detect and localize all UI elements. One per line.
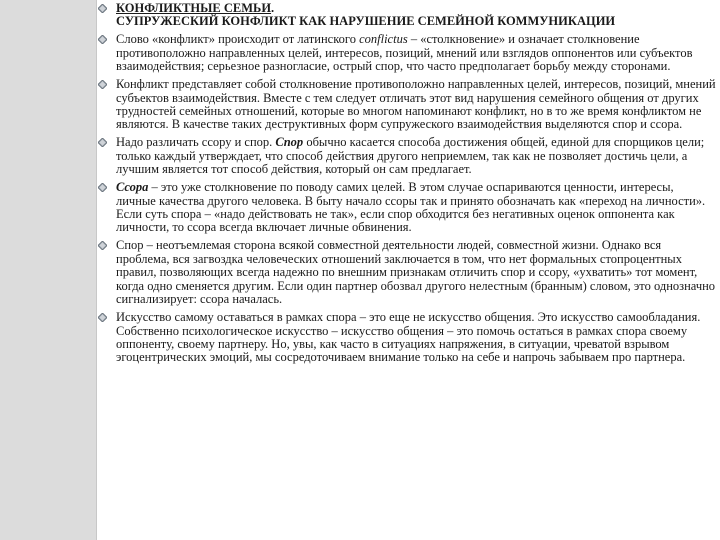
diamond-bullet-icon [98,4,107,13]
title-subheading: СУПРУЖЕСКИЙ КОНФЛИКТ КАК НАРУШЕНИЕ СЕМЕЙНОЙ КОММУНИКАЦИИ [116,14,616,29]
paragraph-text: Конфликт представляет собой столкновение противоположно направленных целей, интересов, позиций, мнений субъектов взаимодействия. Вместе с тем следует отличать этот вид нарушения семейного общения от других трудностей семейных отношений, которые во многом напоминают конфликт, но в то же время конфликтом не являются. В качестве таких деструктивных форм супружеского взаимодействия выделяются спор и ссора. [116,77,716,132]
diamond-bullet-icon [98,313,107,322]
bullet-list [116,2,716,369]
list-item-joint-life [116,239,716,306]
title-underlined: КОНФЛИКТНЫЕ СЕМЬИ [116,1,272,15]
list-item-dispute [116,136,716,176]
list-item-art [116,311,716,365]
diamond-bullet-icon [98,80,107,89]
paragraph-text: Спор – неотъемлемая сторона всякой совместной деятельности людей, совместной жизни. Однако вся проблема, вся загвоздка человеческих отношений заключается в том, что нет формальных стопроцентных правил, позволяющих всегда надежно по внешним признакам отличить спор и ссору, «ухватить» тот момент, когда одно сменяется другим. Если один партнер обозвал другого нелестным (бранным) словом, это однозначно сигнализирует: ссора началась. [116,238,716,307]
diamond-bullet-icon [98,35,107,44]
paragraph-text: – это уже столкновение по поводу самих целей. В этом случае оспариваются ценности, интересы, личные качества другого человека. В быту начало ссоры так и принято обозначать как «переход на личности». Если суть спора – «надо действовать не так», если спор обходится без негативных оценок оппонента как личности, то ссора всегда включает личные обвинения. [116,180,706,235]
list-item-definition [116,33,716,73]
list-item-conflict [116,78,716,132]
paragraph-text: Надо различать ссору и спор. [116,135,276,150]
title-period: . [271,1,275,15]
diamond-bullet-icon [98,138,107,147]
paragraph-text: Слово «конфликт» происходит от латинского [116,32,360,47]
diamond-bullet-icon [98,241,107,250]
list-item-quarrel [116,181,716,235]
diamond-bullet-icon [98,183,107,192]
paragraph-text: обычно касается способа достижения общей, единой для спорщиков цели; только каждый утверждает, что способ действия другого неприемлем, так как не позволяет достичь цели, а лучшим является тот способ действия, который он сам предлагает. [116,135,705,177]
paragraph-text: – «столкновение» и означает столкновение противоположно направленных целей, интересов, позиций, мнений или взглядов оппонентов или субъектов взаимодействия; серьезное разногласие, острый спор, что часто предполагает борьбу между сторонами. [116,32,693,74]
paragraph-text: Искусство самому оставаться в рамках спора – это еще не искусство общения. Это искусство самообладания. Собственно психологическое искусство – искусство общения – это помочь остаться в рамках спора своему оппоненту, своему партнеру. Но, увы, как часто в ситуациях напряжения, в ситуации, чреватой взрывом эгоцентрических эмоций, мы сосредоточиваем внимание только на себе и напрочь забываем про партнера. [116,310,701,365]
term-quarrel: Ссора [116,180,149,195]
list-item-title [116,2,716,29]
latin-term: conflictus [359,32,408,47]
term-dispute: Спор [275,135,304,150]
